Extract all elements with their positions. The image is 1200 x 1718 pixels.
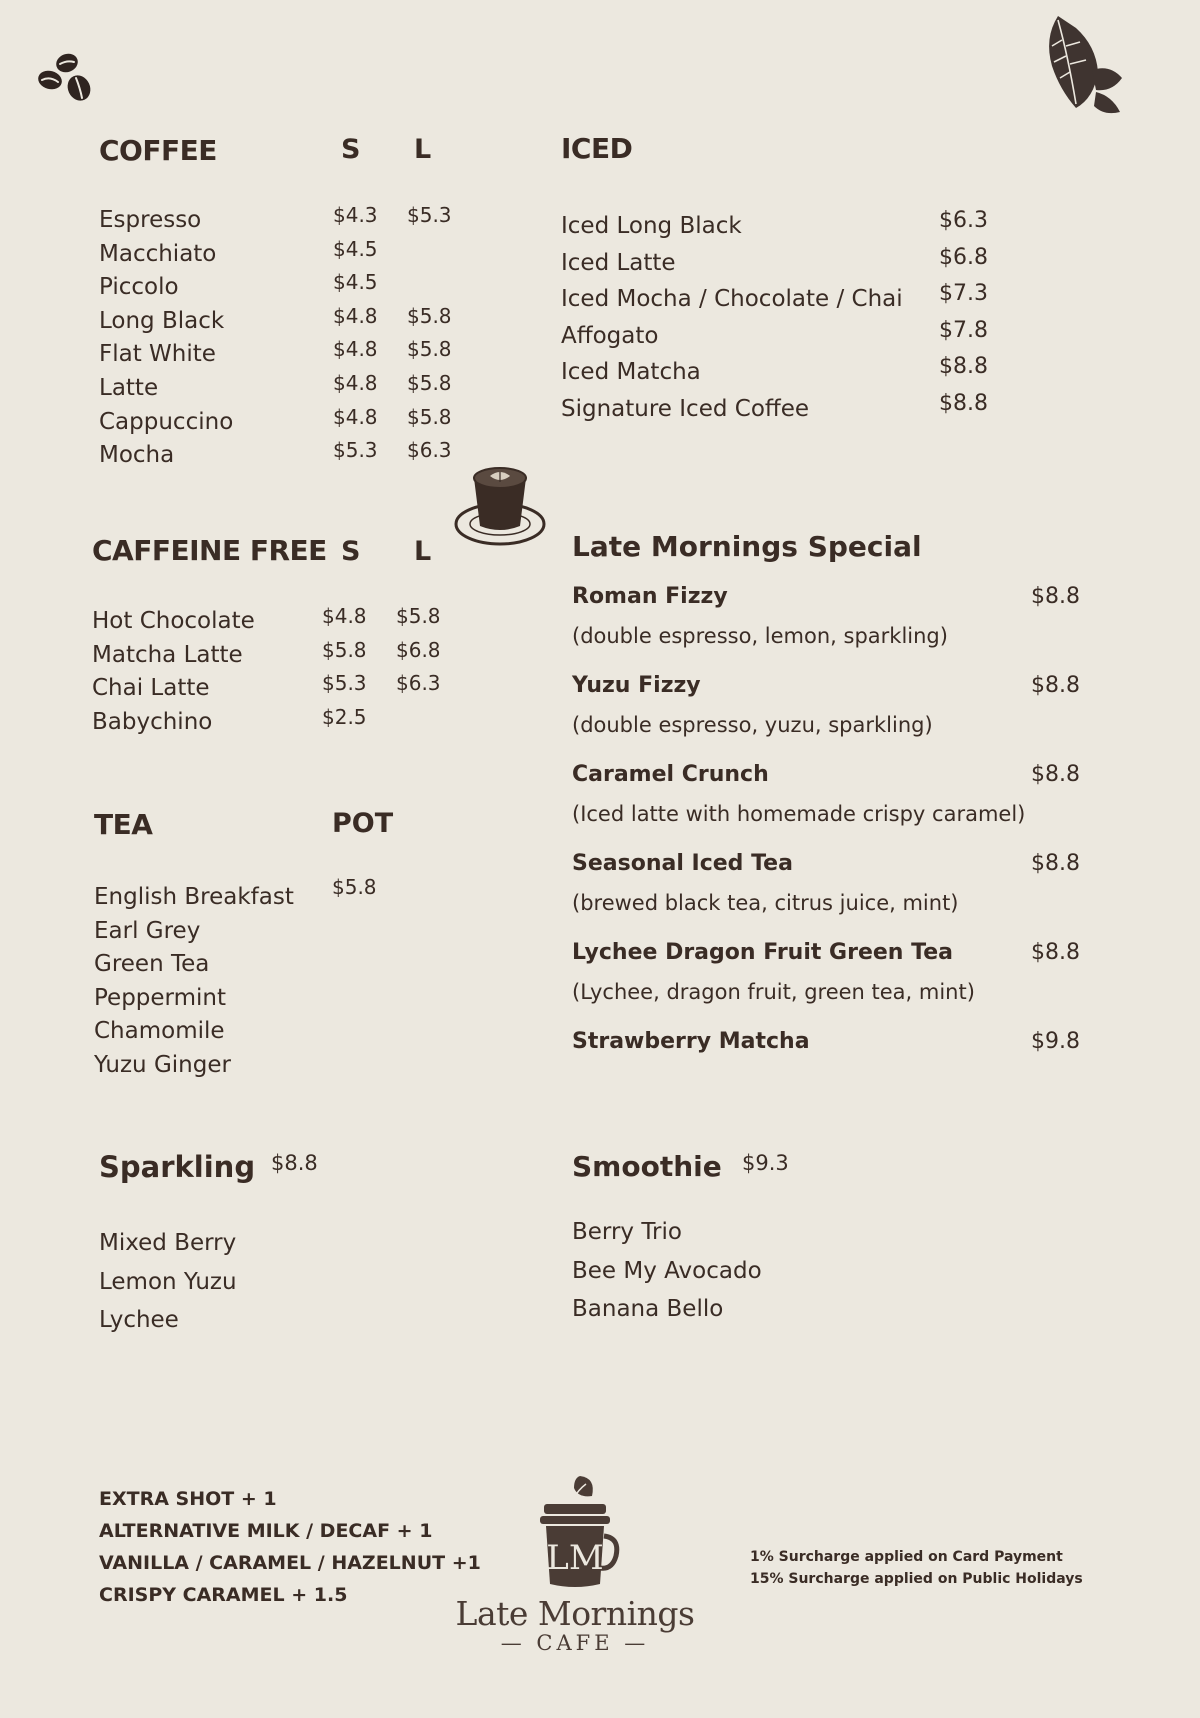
list-item bbox=[572, 851, 1080, 940]
coffee-price-l: $6.3 bbox=[407, 438, 452, 463]
list-item bbox=[572, 1029, 1080, 1069]
special-item-desc: (double espresso, lemon, sparkling) bbox=[572, 624, 948, 648]
list-item: Mixed Berry bbox=[99, 1230, 237, 1256]
coffee-list bbox=[99, 204, 459, 473]
list-item bbox=[572, 584, 1080, 673]
caffeine-free-col-l: L bbox=[414, 536, 432, 567]
special-item-name: Caramel Crunch bbox=[572, 762, 769, 787]
tea-list bbox=[94, 881, 294, 1083]
special-item-price: $8.8 bbox=[1031, 584, 1080, 609]
sparkling-list bbox=[99, 1224, 237, 1340]
iced-item-name: Affogato bbox=[561, 322, 659, 349]
list-item bbox=[572, 762, 1080, 851]
special-item-name: Roman Fizzy bbox=[572, 584, 728, 609]
tea-pot-price: $5.8 bbox=[332, 875, 377, 899]
smoothie-price: $9.3 bbox=[742, 1151, 789, 1175]
sparkling-price: $8.8 bbox=[271, 1151, 318, 1175]
coffee-price-s: $5.3 bbox=[333, 438, 378, 463]
coffee-price-l: $5.3 bbox=[407, 203, 452, 227]
list-item bbox=[561, 210, 1001, 247]
coffee-cup-icon bbox=[452, 460, 548, 552]
special-item-name: Yuzu Fizzy bbox=[572, 673, 701, 698]
coffee-item-name: Espresso bbox=[99, 207, 202, 233]
surcharge-note: 1% Surcharge applied on Card Payment bbox=[750, 1549, 1063, 1565]
special-item-price: $8.8 bbox=[1031, 940, 1080, 965]
coffee-col-l: L bbox=[414, 134, 432, 165]
list-item bbox=[99, 372, 459, 406]
coffee-leaf-icon bbox=[1036, 12, 1126, 120]
special-title: Late Mornings Special bbox=[572, 530, 922, 563]
caffeine-free-price-l: $5.8 bbox=[396, 604, 441, 628]
special-item-price: $8.8 bbox=[1031, 673, 1080, 698]
special-item-desc: (Iced latte with homemade crispy caramel) bbox=[572, 802, 1026, 826]
iced-item-price: $6.8 bbox=[939, 244, 988, 270]
coffee-item-name: Long Black bbox=[99, 307, 225, 334]
caffeine-free-col-s: S bbox=[341, 536, 361, 567]
caffeine-free-price-l: $6.8 bbox=[396, 637, 441, 662]
list-item: Bee My Avocado bbox=[572, 1257, 762, 1284]
addon-item: EXTRA SHOT + 1 bbox=[99, 1488, 277, 1510]
caffeine-free-price-s: $4.8 bbox=[322, 604, 367, 628]
logo-name: Late Mornings bbox=[455, 1594, 695, 1633]
list-item bbox=[99, 238, 459, 272]
special-item-price: $8.8 bbox=[1031, 851, 1080, 876]
caffeine-free-price-s: $2.5 bbox=[322, 704, 367, 729]
list-item: Lychee bbox=[99, 1307, 179, 1333]
caffeine-free-item-name: Chai Latte bbox=[92, 675, 210, 702]
coffee-price-s: $4.3 bbox=[333, 203, 378, 227]
special-item-price: $8.8 bbox=[1031, 762, 1080, 787]
list-item bbox=[92, 706, 472, 740]
list-item bbox=[99, 406, 459, 440]
iced-title: ICED bbox=[561, 132, 633, 165]
iced-item-name: Iced Mocha / Chocolate / Chai bbox=[561, 286, 903, 313]
caffeine-free-price-l: $6.3 bbox=[396, 671, 441, 696]
coffee-item-name: Piccolo bbox=[99, 274, 179, 301]
list-item bbox=[99, 439, 459, 473]
list-item bbox=[561, 317, 1001, 357]
list-item bbox=[572, 673, 1080, 762]
cafe-logo bbox=[455, 1474, 695, 1655]
coffee-item-name: Latte bbox=[99, 374, 159, 401]
list-item: Chamomile bbox=[94, 1018, 225, 1045]
list-item: Lemon Yuzu bbox=[99, 1268, 237, 1295]
list-item bbox=[561, 356, 1001, 393]
coffee-price-s: $4.8 bbox=[333, 370, 378, 395]
list-item bbox=[99, 204, 459, 238]
iced-item-price: $7.8 bbox=[939, 317, 988, 343]
addon-item: ALTERNATIVE MILK / DECAF + 1 bbox=[99, 1520, 433, 1542]
iced-item-name: Iced Long Black bbox=[561, 213, 742, 239]
coffee-col-s: S bbox=[341, 134, 361, 165]
caffeine-free-price-s: $5.8 bbox=[322, 637, 367, 662]
smoothie-list bbox=[572, 1213, 762, 1329]
coffee-title: COFFEE bbox=[99, 134, 217, 167]
caffeine-free-item-name: Matcha Latte bbox=[92, 641, 243, 668]
iced-item-price: $6.3 bbox=[939, 208, 988, 233]
coffee-price-l: $5.8 bbox=[407, 404, 452, 429]
caffeine-free-list bbox=[92, 605, 472, 739]
caffeine-free-price-s: $5.3 bbox=[322, 671, 367, 696]
coffee-price-l: $5.8 bbox=[407, 303, 452, 328]
tea-title: TEA bbox=[94, 808, 153, 841]
list-item bbox=[99, 305, 459, 339]
list-item bbox=[561, 390, 1001, 430]
surcharge-note: 15% Surcharge applied on Public Holidays bbox=[750, 1571, 1083, 1587]
list-item bbox=[561, 283, 1001, 320]
iced-item-price: $8.8 bbox=[939, 354, 988, 380]
addon-item: CRISPY CARAMEL + 1.5 bbox=[99, 1584, 348, 1606]
special-list bbox=[572, 584, 1080, 1069]
list-item: Earl Grey bbox=[94, 917, 201, 944]
coffee-price-s: $4.8 bbox=[333, 337, 378, 362]
special-item-name: Strawberry Matcha bbox=[572, 1029, 810, 1054]
list-item: Peppermint bbox=[94, 984, 226, 1011]
list-item bbox=[572, 940, 1080, 1029]
addon-item: VANILLA / CARAMEL / HAZELNUT +1 bbox=[99, 1552, 481, 1574]
coffee-beans-icon bbox=[36, 50, 96, 106]
smoothie-title: Smoothie bbox=[572, 1150, 722, 1183]
iced-item-name: Signature Iced Coffee bbox=[561, 395, 810, 422]
coffee-item-name: Mocha bbox=[99, 442, 175, 469]
special-item-name: Seasonal Iced Tea bbox=[572, 851, 793, 876]
list-item: Yuzu Ginger bbox=[94, 1051, 231, 1078]
caffeine-free-item-name: Hot Chocolate bbox=[92, 608, 255, 634]
addons-list bbox=[99, 1483, 481, 1611]
logo-monogram: LM bbox=[546, 1538, 604, 1578]
coffee-item-name: Macchiato bbox=[99, 240, 217, 267]
coffee-price-l: $5.8 bbox=[407, 370, 452, 395]
list-item: Banana Bello bbox=[572, 1296, 724, 1322]
special-item-desc: (double espresso, yuzu, sparkling) bbox=[572, 713, 933, 737]
sparkling-title: Sparkling bbox=[99, 1150, 256, 1184]
coffee-price-s: $4.5 bbox=[333, 270, 378, 295]
list-item bbox=[561, 244, 1001, 284]
cafe-logo-cup-icon bbox=[530, 1474, 620, 1592]
list-item: Green Tea bbox=[94, 951, 210, 978]
iced-item-name: Iced Matcha bbox=[561, 359, 701, 386]
iced-item-price: $7.3 bbox=[939, 281, 988, 307]
coffee-item-name: Flat White bbox=[99, 341, 216, 368]
coffee-price-l: $5.8 bbox=[407, 337, 452, 362]
special-item-desc: (Lychee, dragon fruit, green tea, mint) bbox=[572, 980, 975, 1004]
list-item: Berry Trio bbox=[572, 1219, 682, 1245]
special-item-price: $9.8 bbox=[1031, 1029, 1080, 1054]
surcharge-notes bbox=[750, 1546, 1083, 1590]
list-item: English Breakfast bbox=[94, 884, 294, 910]
special-item-desc: (brewed black tea, citrus juice, mint) bbox=[572, 891, 959, 915]
caffeine-free-title: CAFFEINE FREE bbox=[92, 534, 327, 567]
coffee-price-s: $4.8 bbox=[333, 404, 378, 429]
coffee-price-s: $4.8 bbox=[333, 303, 378, 328]
coffee-price-s: $4.5 bbox=[333, 236, 378, 261]
iced-item-price: $8.8 bbox=[939, 390, 988, 416]
coffee-item-name: Cappuccino bbox=[99, 408, 234, 435]
tea-col-pot: POT bbox=[332, 808, 394, 839]
iced-item-name: Iced Latte bbox=[561, 249, 676, 276]
caffeine-free-item-name: Babychino bbox=[92, 708, 213, 735]
list-item bbox=[99, 338, 459, 372]
logo-sub: — CAFE — bbox=[500, 1631, 650, 1655]
special-item-name: Lychee Dragon Fruit Green Tea bbox=[572, 940, 953, 965]
list-item bbox=[99, 271, 459, 305]
list-item bbox=[92, 672, 472, 706]
iced-list bbox=[561, 210, 1001, 430]
